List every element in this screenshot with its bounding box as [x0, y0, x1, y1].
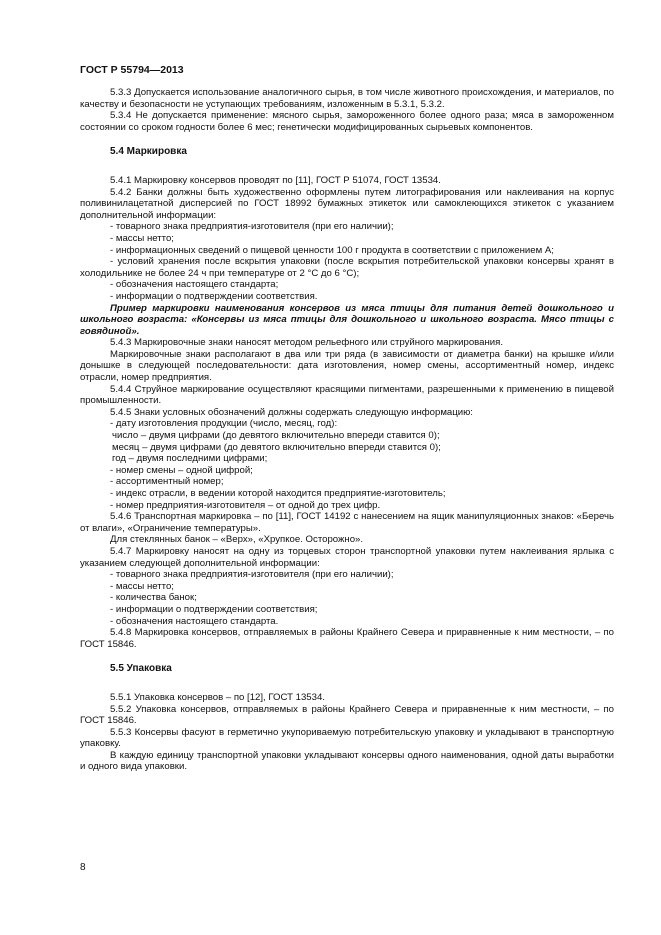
paragraph-5-5-2: 5.5.2 Упаковка консервов, отправляемых в районы Крайнего Севера и приравненные к ним местности, – по ГОСТ 15846. — [80, 703, 614, 727]
document-body — [80, 87, 614, 773]
list-item: - ассортиментный номер; — [110, 476, 224, 488]
list-item: - номер предприятия-изготовителя – от одной до трех цифр. — [110, 499, 381, 511]
list-item: - информации о подтверждении соответствия. — [110, 290, 318, 302]
paragraph-5-5-3: 5.5.3 Консервы фасуют в герметично укупориваемую потребительскую упаковку и укладывают в транспортную упаковку. — [80, 726, 614, 750]
paragraph-5-4-5: 5.4.5 Знаки условных обозначений должны содержать следующую информацию: — [110, 406, 473, 418]
list-item: - товарного знака предприятия-изготовителя (при его наличии); — [110, 221, 394, 233]
list-sub-item: год – двумя последними цифрами; — [112, 453, 268, 465]
list-item: - информации о подтверждении соответствия; — [110, 603, 318, 615]
section-heading-5-5: 5.5 Упаковка — [110, 663, 172, 675]
paragraph-5-4-7: 5.4.7 Маркировку наносят на одну из торцевых сторон транспортной упаковки путем наклеивания ярлыка с указанием следующей дополнительной информации: — [80, 545, 614, 569]
list-item: - массы нетто; — [110, 580, 174, 592]
paragraph-5-4-1: 5.4.1 Маркировку консервов проводят по [11], ГОСТ Р 51074, ГОСТ 13534. — [110, 174, 441, 186]
paragraph-5-4-2: 5.4.2 Банки должны быть художественно оформлены путем литографирования или наклеивания на корпус поливинилацетатной дисперсией по ГОСТ 18992 бумажных этикеток или самоклеющихся этикеток с указанием дополнительной информации: — [80, 186, 614, 221]
paragraph-glass-jars: Для стеклянных банок – «Верх», «Хрупкое. Осторожно». — [110, 534, 364, 546]
paragraph-5-4-8: 5.4.8 Маркировка консервов, отправляемых в районы Крайнего Севера и приравненные к ним местности, – по ГОСТ 15846. — [80, 627, 614, 650]
paragraph-5-3-4: 5.3.4 Не допускается применение: мясного сырья, замороженного более одного раза; мяса в замороженном состоянии со сроком годности более 6 мес; генетически модифицированных сырьевых компонентов. — [80, 110, 614, 133]
paragraph-5-4-3: 5.4.3 Маркировочные знаки наносят методом рельефного или струйного маркирования. — [110, 337, 504, 349]
list-item: - товарного знака предприятия-изготовителя (при его наличии); — [110, 569, 394, 581]
document-header: ГОСТ Р 55794—2013 — [80, 64, 184, 76]
paragraph-5-5-1: 5.5.1 Упаковка консервов – по [12], ГОСТ 13534. — [110, 691, 325, 703]
paragraph-5-4-6: 5.4.6 Транспортная маркировка – по [11], ГОСТ 14192 с нанесением на ящик манипуляционных знаков: «Беречь от влаги», «Ограничение температуры». — [80, 511, 614, 534]
example-paragraph: Пример маркировки наименования консервов из мяса птицы для питания детей дошкольного и школьного возраста: «Консервы из мяса птицы для дошкольного и школьного возраста. Мясо птицы с говядиной». — [80, 302, 614, 337]
paragraph-marking-order: Маркировочные знаки располагают в два или три ряда (в зависимости от диаметра банки) на крышке и/или донышке в следующей последовательности: дата изготовления, номер смены, ассортиментный номер, индекс отрасли, номер предприятия. — [80, 348, 614, 384]
list-item: - обозначения настоящего стандарта. — [110, 615, 279, 627]
list-item: - массы нетто; — [110, 232, 174, 244]
list-item: - количества банок; — [110, 592, 197, 604]
section-heading-5-4: 5.4 Маркировка — [110, 146, 187, 158]
paragraph-5-4-4: 5.4.4 Струйное маркирование осуществляют красящими пигментами, разрешенными к применению в пищевой промышленности. — [80, 383, 614, 407]
list-item: - обозначения настоящего стандарта; — [110, 279, 279, 291]
list-item: - номер смены – одной цифрой; — [110, 464, 253, 476]
paragraph-packing-unit: В каждую единицу транспортной упаковки укладывают консервы одного наименования, одной даты выработки и одного вида упаковки. — [80, 749, 614, 773]
paragraph-5-3-3: 5.3.3 Допускается использование аналогичного сырья, в том числе животного происхождения, и материалов, по качеству и безопасности не уступающих требованиям, изложенным в 5.3.1, 5.3.2. — [80, 87, 614, 110]
list-item: - индекс отрасли, в ведении которой находится предприятие-изготовитель; — [110, 488, 446, 499]
list-item: - дату изготовления продукции (число, месяц, год): — [110, 418, 338, 430]
list-sub-item: число – двумя цифрами (до девятого включительно впереди ставится 0); — [112, 430, 440, 442]
list-sub-item: месяц – двумя цифрами (до девятого включительно впереди ставится 0); — [112, 441, 441, 453]
list-item: - условий хранения после вскрытия упаковки (после вскрытия потребительской упаковки консервы хранят в холодильнике не более 24 ч при температуре от 2 °С до 6 °С); — [80, 256, 614, 279]
page-number: 8 — [80, 862, 86, 873]
list-item: - информационных сведений о пищевой ценности 100 г продукта в соответствии с приложением А; — [110, 244, 554, 256]
